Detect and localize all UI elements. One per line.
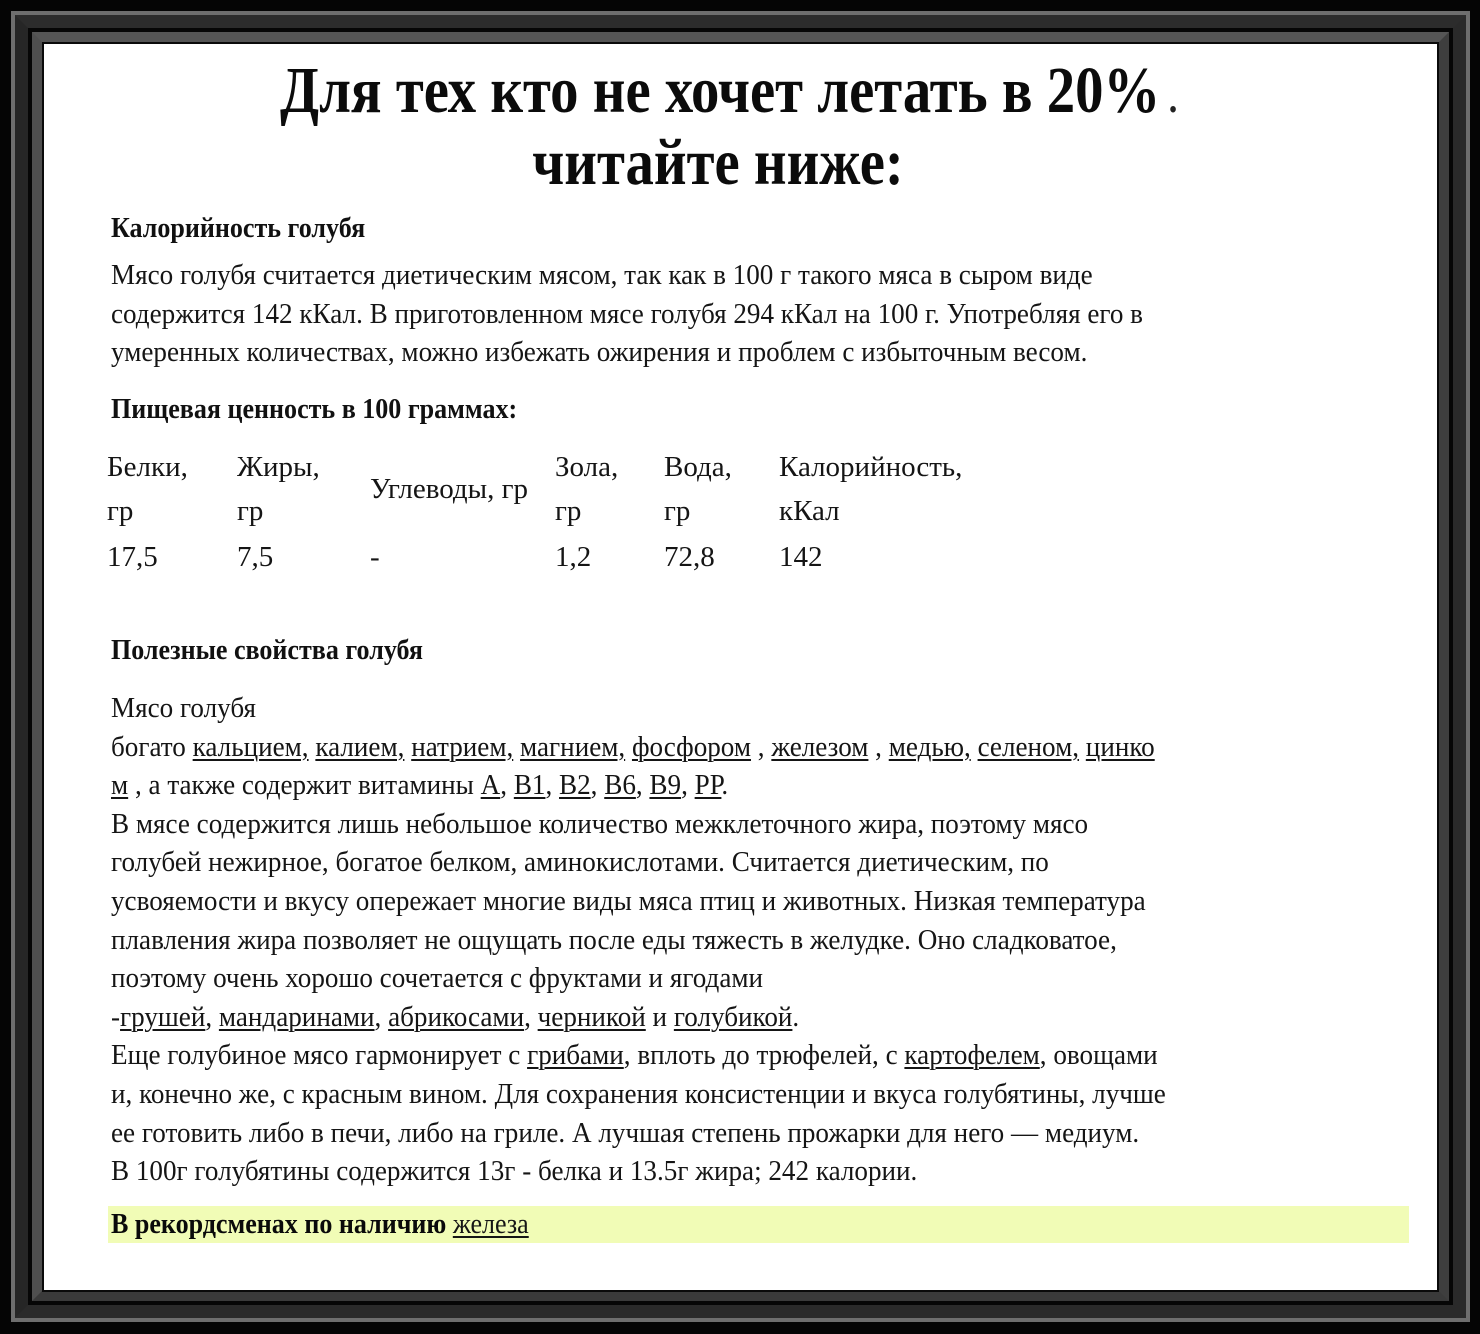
table-header-water: Вода, [664,451,732,483]
link-vitamin-b1[interactable]: В1 [513,769,546,802]
link-sodium[interactable]: натрием, [411,730,514,763]
link-vitamin-b2[interactable]: В2 [559,769,591,802]
page-title-line2 [22,128,1415,198]
link-apricot[interactable]: абрикосами [388,1000,525,1033]
table-header-fat-unit: гр [237,495,264,527]
table-header-calories-unit: кКал [779,495,840,527]
link-zinc-cont[interactable]: м [111,769,129,802]
link-blueberry[interactable]: черникой [537,1000,646,1033]
link-bilberry[interactable]: голубикой [673,1000,793,1033]
pairing-line: Еще голубиное мясо гармонирует с грибами, вплоть до трюфелей, с картофелем, овощами [111,1039,1158,1072]
benefits-paragraph: Мясо голубя богато кальцием, калием, натрием, магнием, фосфором , железом , медью, селеном, цинко м , а также содержит витамины А, В1, В2, В6, В9, РР. В мясе содержится лишь небольшое количество межклеточного жира, поэтому мясо голубей нежирное, богатое белком, аминокислотами. Считается диетическим, по усвояемости и вкусу опережает многие виды мяса птиц и животных. Низкая температура плавления жира позволяет не ощущать после еды тяжесть в желудке. Оно сладковатое, поэтому очень хорошо сочетается с фруктами и ягодами -грушей, мандаринами, абрикосами, черникой и голубикой. Еще голубиное мясо гармонирует с грибами, вплоть до трюфелей, с картофелем, овощами и, конечно же, с красным вином. Для сохранения консистенции и вкуса голубятины, лучше ее готовить либо в печи, либо на гриле. А лучшая степень прожарки для него — медиум. В 100г голубятины содержится 13г - белка и 13.5г жира; 242 калории. [111,689,1421,1191]
title-text: Для тех кто не хочет летать в 20% [279,54,1160,127]
section-heading-nutrition: Пищевая ценность в 100 граммах: [111,394,518,425]
table-cell-ash: 1,2 [555,541,592,573]
benefits-intro: Мясо голубя [111,692,256,724]
table-header-ash: Зола, [555,451,619,483]
link-copper[interactable]: медью, [888,730,971,763]
table-cell-fat: 7,5 [237,541,274,573]
table-header-protein: Белки, [107,451,188,483]
vitamins-line: м , а также содержит витамины А, В1, В2, В6, В9, РР. [111,769,729,802]
link-zinc[interactable]: цинко [1085,730,1155,763]
link-vitamin-pp[interactable]: РР [694,769,722,802]
table-cell-carbs: - [370,541,380,573]
link-vitamin-b6[interactable]: В6 [604,769,636,802]
calories-paragraph: Мясо голубя считается диетическим мясом, так как в 100 г такого мяса в сыром виде содержится 142 кКал. В приготовленном мясе голубя 294 кКал на 100 г. Употребляя его в умеренных количествах, можно избежать ожирения и проблем с избыточным весом. [111,259,1143,369]
iron-records-banner [108,1206,1409,1243]
table-cell-calories: 142 [779,541,823,573]
link-selenium[interactable]: селеном, [977,730,1080,763]
fruits-line: -грушей, мандаринами, абрикосами, черникой и голубикой. [111,1000,800,1033]
link-mushrooms[interactable]: грибами [527,1039,624,1072]
table-header-calories: Калорийность, [779,451,963,483]
link-magnesium[interactable]: магнием, [520,730,626,763]
link-potato[interactable]: картофелем [904,1039,1040,1072]
title-dot: . [1168,76,1178,121]
link-vitamin-a[interactable]: А [480,769,501,802]
document-page [44,44,1437,1290]
table-header-carbs: Углеводы, гр [370,473,529,505]
title-text: читайте ниже: [532,126,905,199]
link-iron-records[interactable]: железа [452,1209,529,1240]
page-title-line1 [32,56,1425,134]
table-header-protein-unit: гр [107,495,134,527]
link-iron[interactable]: железом [771,730,869,763]
iron-records-text: В рекордсменах по наличию железа [111,1209,529,1240]
link-potassium[interactable]: калием, [315,730,405,763]
table-header-ash-unit: гр [555,495,582,527]
table-header-fat: Жиры, [237,451,320,483]
section-heading-calories: Калорийность голубя [111,213,366,244]
link-mandarin[interactable]: мандаринами [218,1000,375,1033]
minerals-line: богато кальцием, калием, натрием, магнием, фосфором , железом , медью, селеном, цинко [111,730,1155,763]
table-cell-protein: 17,5 [107,541,158,573]
link-calcium[interactable]: кальцием, [192,730,309,763]
link-phosphorus[interactable]: фосфором [631,730,752,763]
table-cell-water: 72,8 [664,541,715,573]
link-vitamin-b9[interactable]: В9 [649,769,682,802]
link-pear[interactable]: грушей [120,1000,206,1033]
section-heading-benefits: Полезные свойства голубя [111,635,423,666]
table-header-water-unit: гр [664,495,691,527]
